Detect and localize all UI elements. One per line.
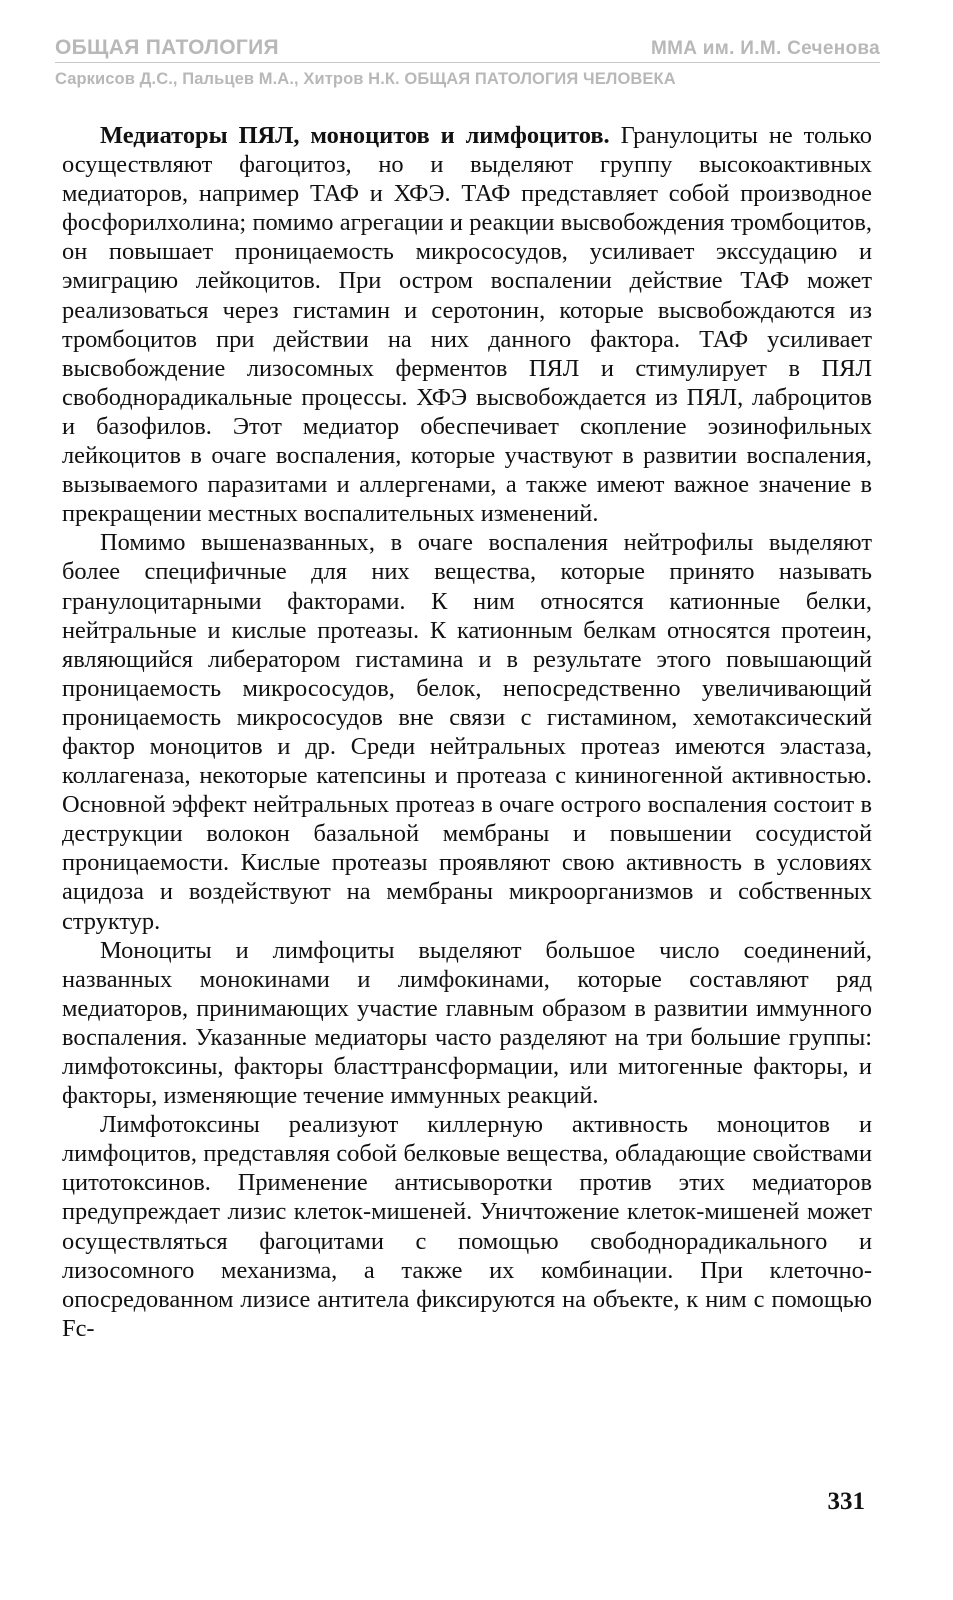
paragraph-1 <box>62 121 872 528</box>
header-row <box>55 36 880 61</box>
paragraph-1-text: Гранулоциты не только осуществляют фагоцитоз, но и выделяют группу высокоактивных медиаторов, например ТАФ и ХФЭ. ТАФ представляет собой производное фосфорилхолина; помимо агрегации и реакции высвобождения тромбоцитов, он повышает проницаемость микрососудов, усиливает экссудацию и эмиграцию лейкоцитов. При остром воспалении действие ТАФ может реализоваться через гистамин и серотонин, которые высвобождаются из тромбоцитов при действии на них данного фактора. ТАФ усиливает высвобождение лизосомных ферментов ПЯЛ и стимулирует в ПЯЛ свободнорадикальные процессы. ХФЭ высвобождается из ПЯЛ, лаброцитов и базофилов. Этот медиатор обеспечивает скопление эозинофильных лейкоцитов в очаге воспаления, которые участвуют в развитии воспаления, вызываемого паразитами и аллергенами, а также имеют важное значение в прекращении местных воспалительных изменений. <box>62 122 872 528</box>
header-title: ОБЩАЯ ПАТОЛОГИЯ <box>55 36 279 59</box>
page-number: 331 <box>827 1488 865 1515</box>
header-book-reference: Саркисов Д.С., Пальцев М.А., Хитров Н.К. ОБЩАЯ ПАТОЛОГИЯ ЧЕЛОВЕКА <box>55 70 676 88</box>
header-institution: ММА им. И.М. Сеченова <box>650 38 880 59</box>
header-divider <box>55 62 880 63</box>
paragraph-4: Лимфотоксины реализуют киллерную активность моноцитов и лимфоцитов, представляя собой белковые вещества, обладающие свойствами цитотоксинов. Применение антисыворотки против этих медиаторов предупреждает лизис клеток-мишеней. Уничтожение клеток-мишеней может осуществляться фагоцитами с помощью свободнорадикального и лизосомного механизма, а также их комбинации. При клеточно-опосредованном лизисе антитела фиксируются на объекте, к ним с помощью Fc- <box>62 1111 872 1342</box>
running-header <box>55 36 880 90</box>
body-text <box>62 121 872 1343</box>
paragraph-2: Помимо вышеназванных, в очаге воспаления нейтрофилы выделяют более специфичные для них вещества, которые принято называть гранулоцитарными факторами. К ним относятся катионные белки, нейтральные и кислые протеазы. К катионным белкам относятся протеин, являющийся либератором гистамина и в результате этого повышающий проницаемость микрососудов, белок, непосредственно увеличивающий проницаемость микрососудов вне связи с гистамином, хемотаксический фактор моноцитов и др. Среди нейтральных протеаз имеются эластаза, коллагеназа, некоторые катепсины и протеаза с кининогенной активностью. Основной эффект нейтральных протеаз в очаге острого воспаления состоит в деструкции волокон базальной мембраны и повышении сосудистой проницаемости. Кислые протеазы проявляют свою активность в условиях ацидоза и воздействуют на мембраны микроорганизмов и собственных структур. <box>62 529 872 935</box>
section-heading: Медиаторы ПЯЛ, моноцитов и лимфоцитов. <box>100 122 610 149</box>
paragraph-3: Моноциты и лимфоциты выделяют большое число соединений, названных монокинами и лимфокинами, которые составляют ряд медиаторов, принимающих участие главным образом в развитии иммунного воспаления. Указанные медиаторы часто разделяют на три большие группы: лимфотоксины, факторы бласттрансформации, или митогенные факторы, и факторы, изменяющие течение иммунных реакций. <box>62 936 872 1110</box>
